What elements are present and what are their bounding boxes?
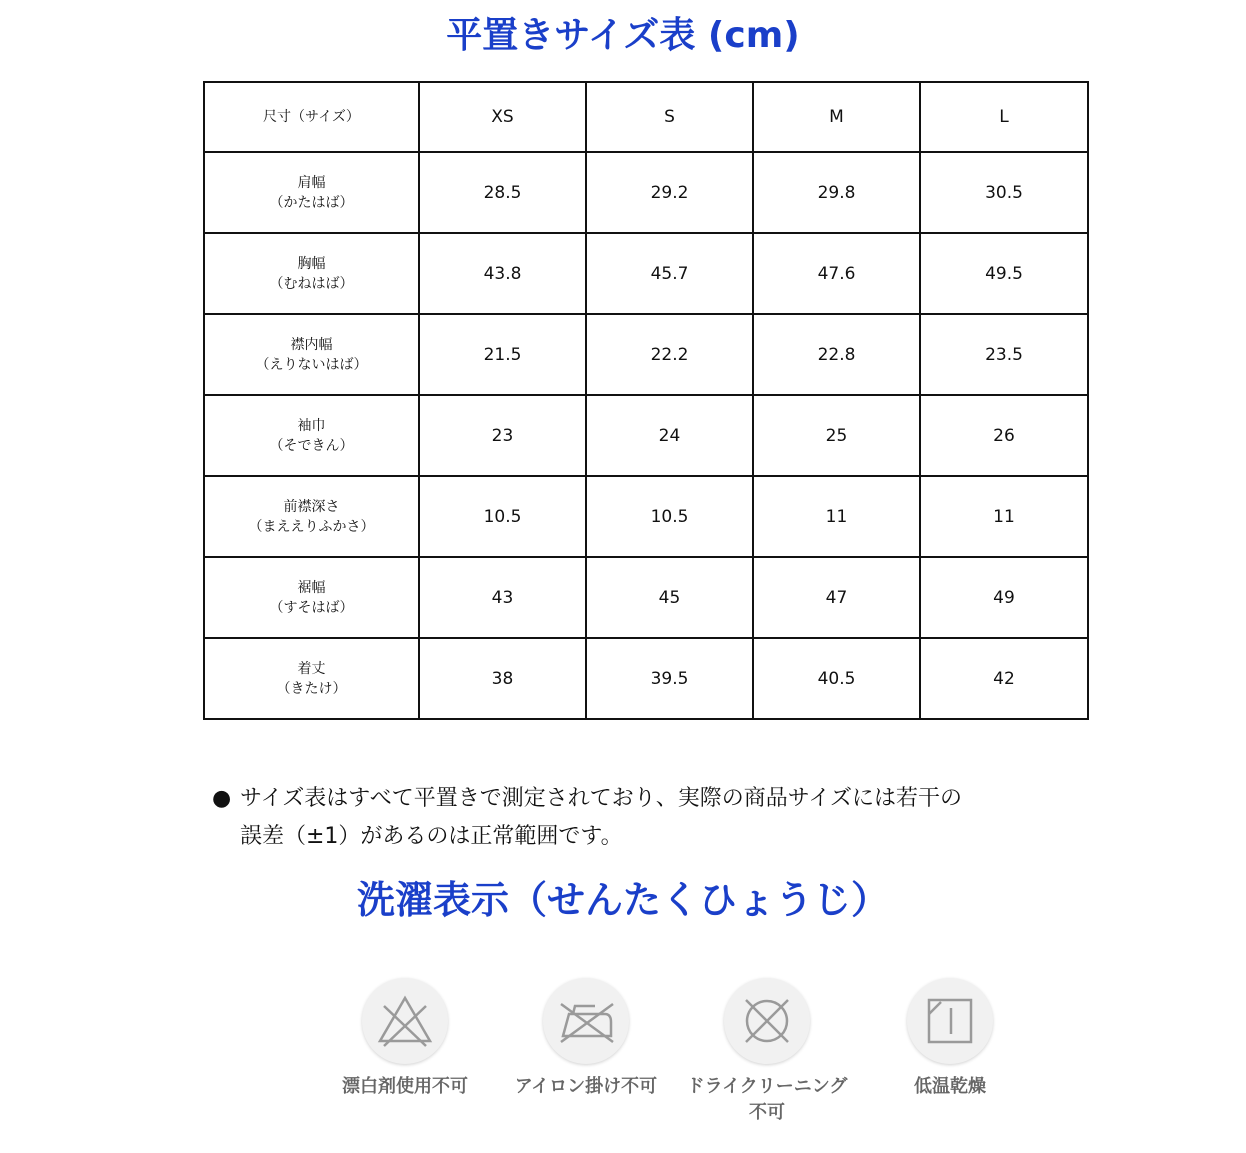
table-cell: 47 [753,557,920,638]
row-label [204,395,419,476]
row-label [204,314,419,395]
header-size-xs: XS [419,82,586,152]
table-row [204,314,1088,395]
table-cell: 45 [586,557,753,638]
table-cell: 49 [920,557,1088,638]
table-row [204,233,1088,314]
row-reading: （すそはば） [269,599,354,616]
row-label [204,476,419,557]
table-cell: 45.7 [586,233,753,314]
table-cell: 23.5 [920,314,1088,395]
table-row [204,152,1088,233]
note-line-2: 誤差（±1）があるのは正常範囲です。 [240,824,623,849]
row-label [204,638,419,719]
header-size-l: L [920,82,1088,152]
table-cell: 43 [419,557,586,638]
table-cell: 11 [920,476,1088,557]
size-chart-table [203,81,1089,720]
table-cell: 24 [586,395,753,476]
table-cell: 49.5 [920,233,1088,314]
row-label [204,233,419,314]
row-name: 着丈 [297,660,326,677]
header-size-m: M [753,82,920,152]
row-reading: （そできん） [269,437,354,454]
table-row [204,557,1088,638]
table-cell: 26 [920,395,1088,476]
table-cell: 11 [753,476,920,557]
care-item-no-bleach [310,978,500,1100]
no-dry-clean-icon [724,978,810,1064]
table-cell: 23 [419,395,586,476]
table-cell: 22.8 [753,314,920,395]
table-cell: 29.2 [586,152,753,233]
table-cell: 30.5 [920,152,1088,233]
row-reading: （まええりふかさ） [248,518,375,535]
table-cell: 22.2 [586,314,753,395]
header-size-s: S [586,82,753,152]
row-name: 袖巾 [297,417,326,434]
table-cell: 43.8 [419,233,586,314]
row-label [204,557,419,638]
note-text [240,780,1092,856]
row-reading: （かたはば） [269,194,354,211]
table-cell: 39.5 [586,638,753,719]
size-chart-title: 平置きサイズ表 (cm) [446,15,800,56]
care-label: アイロン掛け不可 [514,1076,658,1097]
size-note [212,780,1092,856]
table-cell: 38 [419,638,586,719]
care-label: 低温乾燥 [914,1076,986,1097]
care-item-no-dry-clean [672,978,862,1126]
row-reading: （きたけ） [276,680,347,697]
row-label [204,152,419,233]
table-cell: 42 [920,638,1088,719]
row-name: 裾幅 [297,579,326,596]
row-reading: （むねはば） [269,275,354,292]
care-label: 漂白剤使用不可 [342,1076,468,1097]
care-label: ドライクリーニング 不可 [686,1076,848,1123]
row-name: 前襟深さ [283,498,340,515]
table-row [204,638,1088,719]
row-name: 胸幅 [297,255,326,272]
care-item-low-temp-dry [855,978,1045,1100]
table-row [204,476,1088,557]
table-cell: 29.8 [753,152,920,233]
care-label-title: 洗濯表示（せんたくひょうじ） [356,878,889,922]
no-iron-icon [543,978,629,1064]
row-name: 肩幅 [297,174,326,191]
care-item-no-iron [491,978,681,1100]
table-cell: 21.5 [419,314,586,395]
low-temp-dry-icon [907,978,993,1064]
table-cell: 40.5 [753,638,920,719]
row-name: 襟内幅 [290,336,333,353]
table-row [204,395,1088,476]
no-bleach-icon [362,978,448,1064]
table-cell: 28.5 [419,152,586,233]
table-cell: 10.5 [586,476,753,557]
table-cell: 10.5 [419,476,586,557]
note-line-1: サイズ表はすべて平置きで測定されており、実際の商品サイズには若干の [240,786,963,811]
header-label-cell: 尺寸（サイズ） [204,82,419,152]
row-reading: （えりないはば） [255,356,368,373]
bullet-icon: ● [212,786,232,811]
table-cell: 47.6 [753,233,920,314]
table-cell: 25 [753,395,920,476]
table-header-row [204,82,1088,152]
